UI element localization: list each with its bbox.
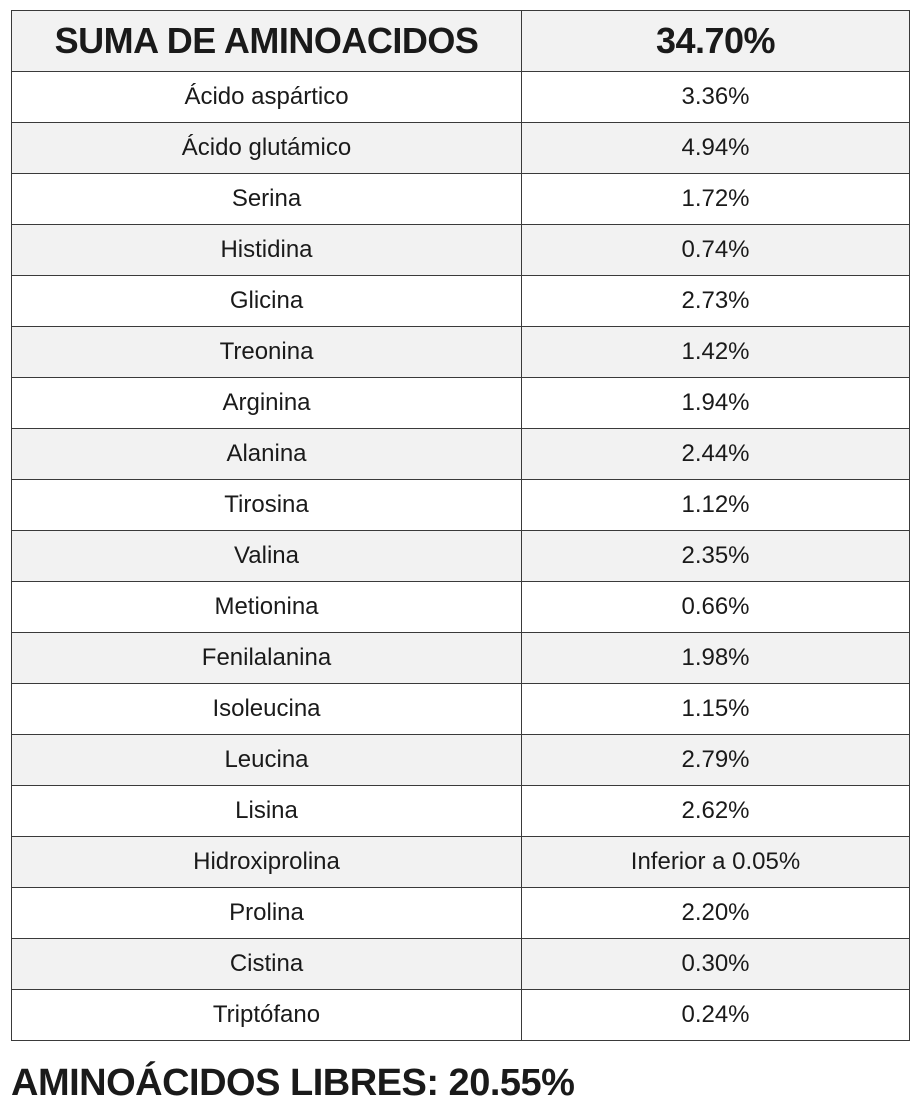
amino-acid-name: Ácido glutámico <box>12 123 522 174</box>
amino-acid-name: Prolina <box>12 888 522 939</box>
amino-acid-value: 1.94% <box>522 378 910 429</box>
table-row <box>12 276 910 327</box>
amino-acid-name: Histidina <box>12 225 522 276</box>
amino-acid-name: Alanina <box>12 429 522 480</box>
table-row <box>12 684 910 735</box>
amino-acid-value: 2.79% <box>522 735 910 786</box>
table-row <box>12 633 910 684</box>
amino-acid-value: 1.15% <box>522 684 910 735</box>
amino-acid-name: Treonina <box>12 327 522 378</box>
amino-acid-table-container <box>11 10 909 1041</box>
amino-acid-name: Leucina <box>12 735 522 786</box>
table-row <box>12 837 910 888</box>
amino-acid-name: Serina <box>12 174 522 225</box>
table-row <box>12 582 910 633</box>
amino-acid-value: 4.94% <box>522 123 910 174</box>
table-row <box>12 531 910 582</box>
amino-acid-name: Tirosina <box>12 480 522 531</box>
amino-acid-value: 2.35% <box>522 531 910 582</box>
table-row <box>12 327 910 378</box>
table-row <box>12 990 910 1041</box>
amino-acid-name: Lisina <box>12 786 522 837</box>
table-row <box>12 735 910 786</box>
amino-acid-value: 0.30% <box>522 939 910 990</box>
amino-acid-value: 1.72% <box>522 174 910 225</box>
amino-acid-value: 2.20% <box>522 888 910 939</box>
amino-acid-name: Hidroxiprolina <box>12 837 522 888</box>
amino-acid-name: Triptófano <box>12 990 522 1041</box>
amino-acid-value: 0.66% <box>522 582 910 633</box>
amino-acid-name: Valina <box>12 531 522 582</box>
amino-acid-name: Fenilalanina <box>12 633 522 684</box>
header-total-value: 34.70% <box>522 11 910 72</box>
amino-acid-value: 2.44% <box>522 429 910 480</box>
amino-acid-table <box>11 10 910 1041</box>
amino-acid-value: 1.12% <box>522 480 910 531</box>
amino-acid-name: Cistina <box>12 939 522 990</box>
amino-acid-value: 1.98% <box>522 633 910 684</box>
table-row <box>12 480 910 531</box>
header-label: SUMA DE AMINOACIDOS <box>12 11 522 72</box>
table-header-row <box>12 11 910 72</box>
amino-acid-name: Isoleucina <box>12 684 522 735</box>
amino-acid-value: 0.74% <box>522 225 910 276</box>
amino-acid-name: Glicina <box>12 276 522 327</box>
table-row <box>12 174 910 225</box>
table-row <box>12 786 910 837</box>
amino-acid-value: 0.24% <box>522 990 910 1041</box>
table-row <box>12 429 910 480</box>
free-amino-acids-total: AMINOÁCIDOS LIBRES: 20.55% <box>11 1062 575 1104</box>
table-row <box>12 888 910 939</box>
amino-acid-value: 2.62% <box>522 786 910 837</box>
amino-acid-value: 3.36% <box>522 72 910 123</box>
table-body <box>12 72 910 1041</box>
amino-acid-name: Arginina <box>12 378 522 429</box>
table-row <box>12 72 910 123</box>
amino-acid-value: 1.42% <box>522 327 910 378</box>
amino-acid-name: Ácido aspártico <box>12 72 522 123</box>
amino-acid-value: Inferior a 0.05% <box>522 837 910 888</box>
amino-acid-value: 2.73% <box>522 276 910 327</box>
table-row <box>12 378 910 429</box>
table-row <box>12 225 910 276</box>
table-row <box>12 123 910 174</box>
amino-acid-name: Metionina <box>12 582 522 633</box>
table-row <box>12 939 910 990</box>
